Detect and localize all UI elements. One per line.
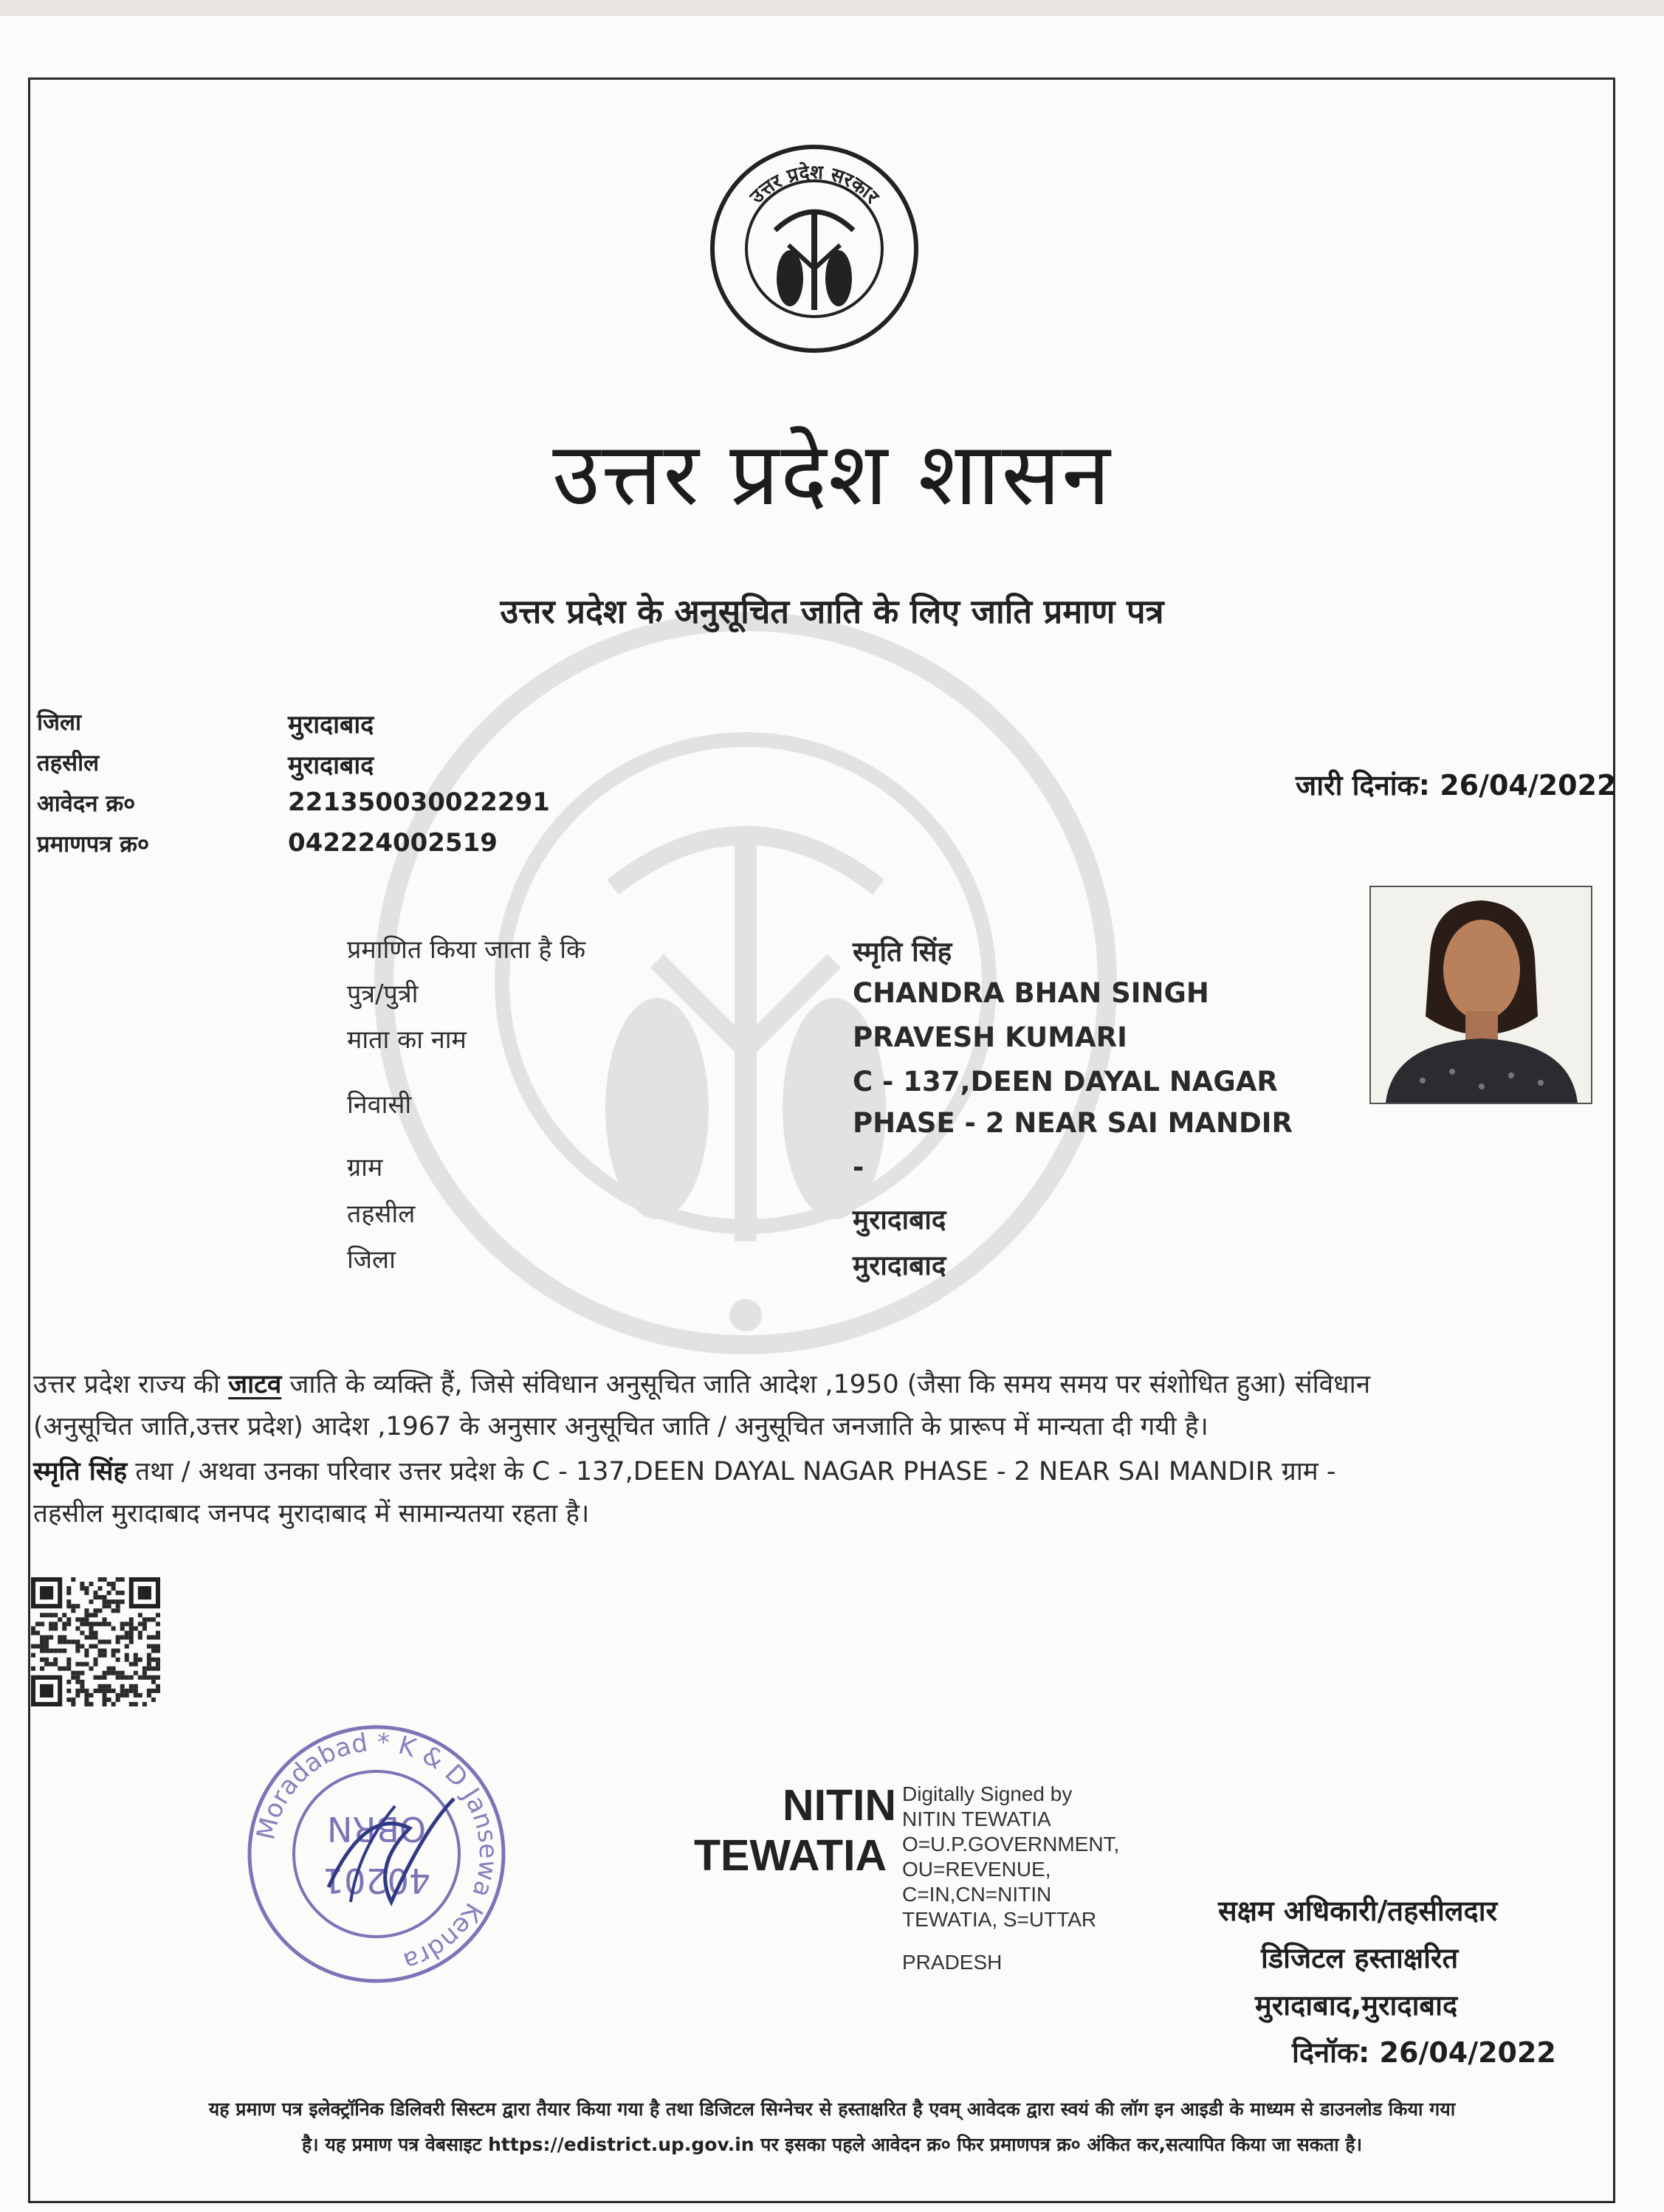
- svg-text:40201: 40201: [322, 1861, 431, 1901]
- authority-date: दिनॉक: 26/04/2022: [1292, 2036, 1556, 2069]
- state-emblem-icon: [707, 142, 921, 356]
- application-number-value: 221350030022291: [288, 788, 550, 817]
- document-title: उत्तर प्रदेश शासन: [552, 423, 1112, 525]
- tehsil-label: तहसील: [37, 750, 100, 776]
- residence-line2: PHASE - 2 NEAR SAI MANDIR: [853, 1107, 1293, 1139]
- mother-name: PRAVESH KUMARI: [853, 1021, 1127, 1053]
- father-name: CHANDRA BHAN SINGH: [853, 977, 1209, 1009]
- sig-meta-line: C=IN,CN=NITIN: [902, 1883, 1052, 1906]
- district-label: जिला: [37, 709, 82, 736]
- sig-meta-line: PRADESH: [902, 1951, 1003, 1974]
- residence-text-line2: तहसील मुरादाबाद जनपद मुरादाबाद में सामान्यतया रहता है।: [33, 1499, 590, 1529]
- residence-text-rest: तथा / अथवा उनका परिवार उत्तर प्रदेश के C - 137,DEEN DAYAL NAGAR PHASE - 2 NEAR SAI MANDIR ग्राम -: [127, 1457, 1336, 1486]
- person-portrait-icon: [1371, 887, 1591, 1103]
- village-label: ग्राम: [347, 1153, 383, 1182]
- signer-name-line1: NITIN: [783, 1781, 897, 1830]
- signature-details: [902, 1782, 1168, 1975]
- certificate-page: [0, 16, 1664, 2212]
- authority-title: सक्षम अधिकारी/तहसीलदार: [1218, 1895, 1498, 1927]
- sig-meta-line: OU=REVENUE,: [902, 1858, 1051, 1881]
- svg-text:OBRN: OBRN: [326, 1809, 427, 1849]
- certificate-number-label: प्रमाणपत्र क्र०: [37, 831, 150, 858]
- authority-location: मुरादाबाद,मुरादाबाद: [1255, 1989, 1458, 2022]
- authority-digital-signed: डिजिटल हस्ताक्षरित: [1261, 1942, 1459, 1974]
- footer-line2: है। यह प्रमाण पत्र वेबसाइट https://edistrict.up.gov.in पर इसका पहले आवेदन क्र० फिर प्रमाणपत्र क्र० अंकित कर,सत्यापित किया जा सकता है।: [301, 2134, 1363, 2155]
- svg-text:उत्तर प्रदेश सरकार: उत्तर प्रदेश सरकार: [746, 161, 883, 208]
- certified-label: प्रमाणित किया जाता है कि: [347, 935, 586, 965]
- sig-meta-line: O=U.P.GOVERNMENT,: [902, 1833, 1120, 1856]
- issue-date: जारी दिनांक: 26/04/2022: [1296, 769, 1617, 802]
- caste-name: जाटव: [228, 1370, 282, 1399]
- svg-text:Moradabad * K & D Jansewa Kend: Moradabad * K & D Jansewa Kendra: [251, 1727, 503, 1977]
- detail-tehsil-label: तहसील: [347, 1199, 416, 1229]
- applicant-name: स्मृति सिंह: [853, 936, 952, 968]
- sig-meta-line: TEWATIA, S=UTTAR: [902, 1908, 1097, 1931]
- application-number-label: आवेदन क्र०: [37, 790, 136, 817]
- mother-name-label: माता का नाम: [347, 1025, 467, 1055]
- caste-text-prefix: उत्तर प्रदेश राज्य की: [33, 1370, 229, 1399]
- certificate-number-value: 042224002519: [288, 828, 498, 858]
- residence-paragraph: [33, 1451, 1620, 1535]
- village-value: -: [853, 1151, 864, 1183]
- kendra-seal-stamp: [240, 1717, 513, 1991]
- applicant-photo: [1369, 886, 1592, 1104]
- residence-label: निवासी: [347, 1090, 412, 1120]
- caste-paragraph: [33, 1364, 1620, 1448]
- caste-text-line2: (अनुसूचित जाति,उत्तर प्रदेश) आदेश ,1967 के अनुसार अनुसूचित जाति / अनुसूचित जनजाति के प्रारूप में मान्यता दी गयी है।: [33, 1412, 1209, 1441]
- detail-tehsil-value: मुरादाबाद: [853, 1204, 946, 1236]
- document-subtitle: उत्तर प्रदेश के अनुसूचित जाति के लिए जाति प्रमाण पत्र: [500, 592, 1164, 631]
- detail-district-label: जिला: [347, 1245, 396, 1275]
- caste-text-rest: जाति के व्यक्ति हैं, जिसे संविधान अनुसूचित जाति आदेश ,1950 (जैसा कि समय समय पर संशोधित हुआ) संविधान: [281, 1370, 1371, 1399]
- paragraph-applicant-name: स्मृति सिंह: [33, 1457, 128, 1486]
- sig-meta-line: Digitally Signed by: [902, 1782, 1073, 1805]
- qr-code: [31, 1577, 160, 1706]
- sig-meta-line: NITIN TEWATIA: [902, 1808, 1051, 1830]
- parent-label: पुत्र/पुत्री: [347, 979, 419, 1009]
- residence-line1: C - 137,DEEN DAYAL NAGAR: [853, 1066, 1278, 1098]
- tehsil-value: मुरादाबाद: [288, 751, 374, 780]
- signer-name-line2: TEWATIA: [694, 1831, 887, 1880]
- detail-district-value: मुरादाबाद: [853, 1250, 946, 1281]
- footer-line1: यह प्रमाण पत्र इलेक्ट्रॉनिक डिलिवरी सिस्टम द्वारा तैयार किया गया है तथा डिजिटल सिग्नेचर से हस्ताक्षरित है एवम् आवेदक द्वारा स्वयं की लॉग इन आइडी के माध्यम से डाउनलोड किया गया: [208, 2098, 1456, 2120]
- district-value: मुरादाबाद: [288, 710, 374, 740]
